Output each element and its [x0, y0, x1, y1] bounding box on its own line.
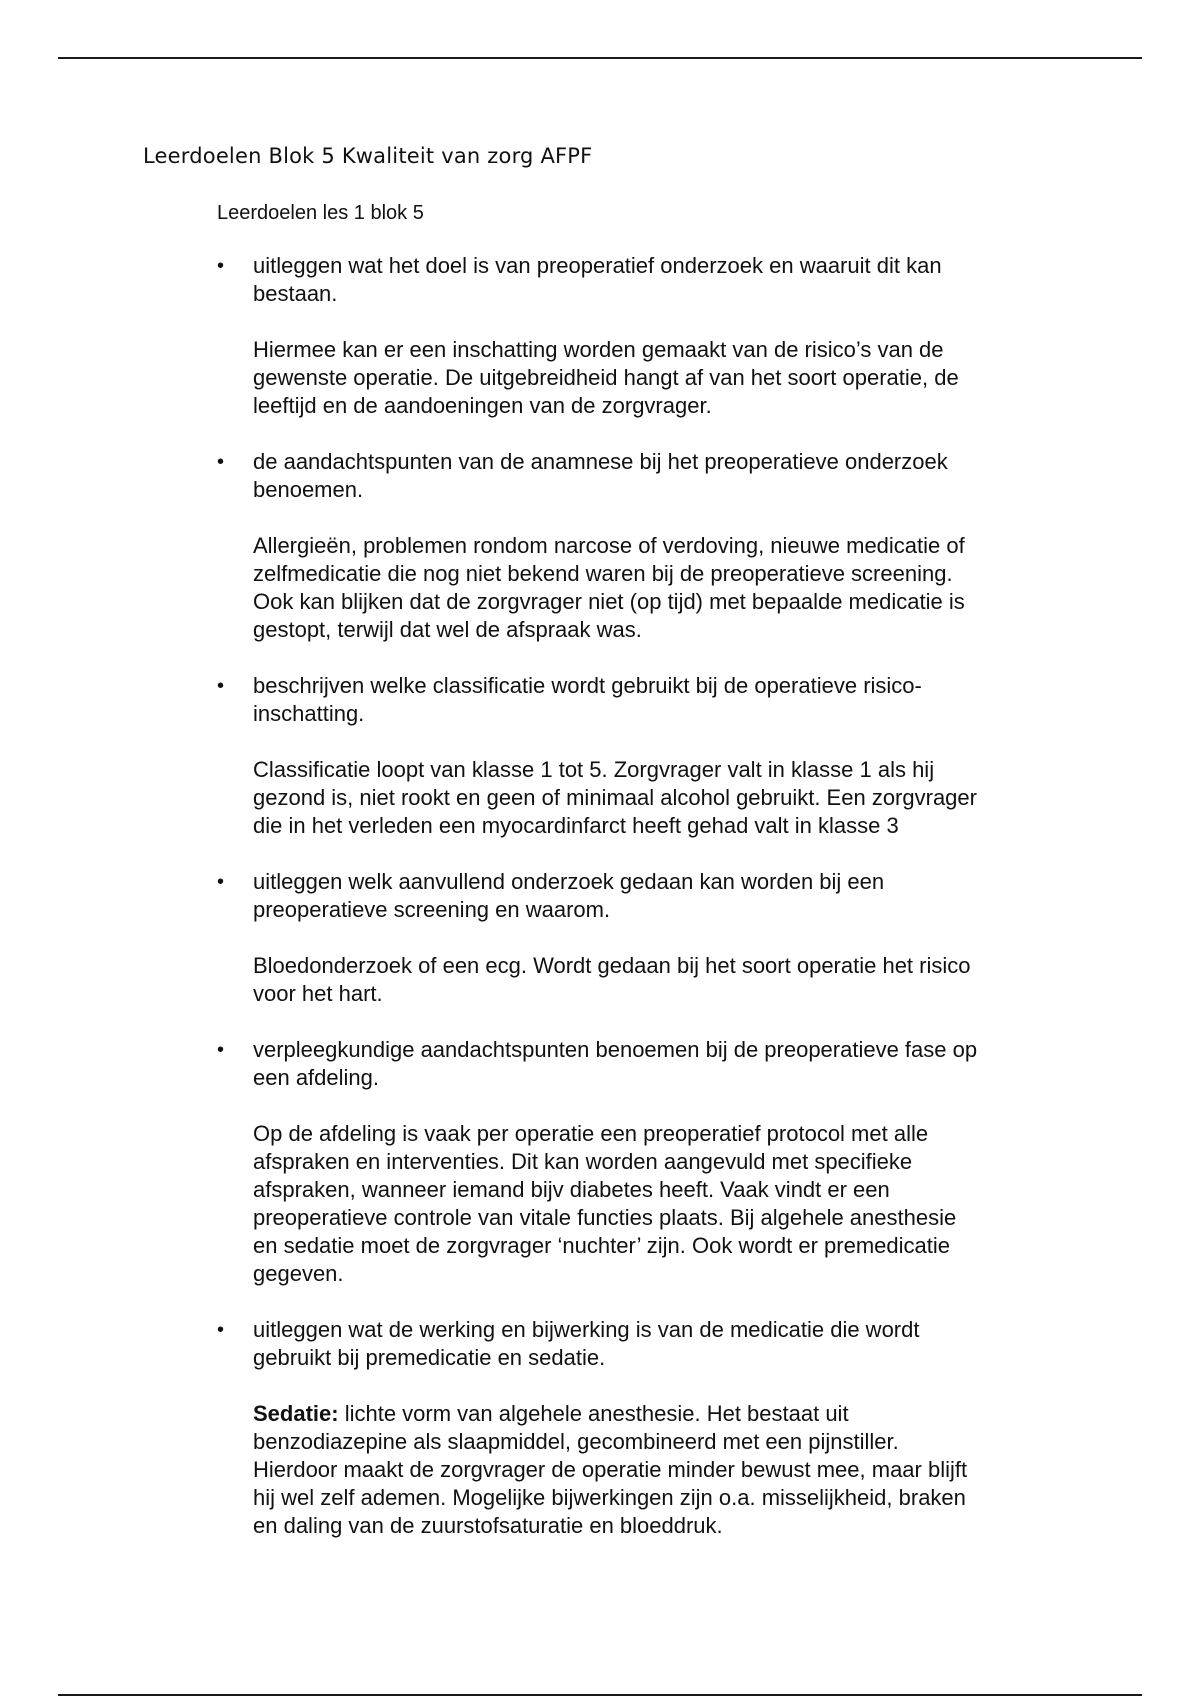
- objective-answer: [253, 1400, 1067, 1540]
- objective-text: verpleegkundige aandachtspunten benoemen bij de preoperatieve fase op een afdeling.: [253, 1037, 978, 1090]
- objective-text: beschrijven welke classificatie wordt gebruikt bij de operatieve risico- inschatting.: [253, 673, 922, 726]
- objective-answer: Allergieën, problemen rondom narcose of verdoving, nieuwe medicatie of zelfmedicatie die nog niet bekend waren bij de preoperatieve screening. Ook kan blijken dat de zorgvrager niet (op tijd) met bepaalde medicatie is gestopt, terwijl dat wel de afspraak was.: [253, 533, 965, 642]
- objective-text: uitleggen wat het doel is van preoperatief onderzoek en waaruit dit kan bestaan.: [253, 253, 942, 306]
- learning-objectives-list: [217, 252, 1067, 1568]
- bullet-icon: •: [217, 675, 225, 697]
- document-title: Leerdoelen Blok 5 Kwaliteit van zorg AFPF: [143, 144, 593, 168]
- answer-term: Sedatie:: [253, 1401, 339, 1426]
- bullet-icon: •: [217, 871, 225, 893]
- objective-answer: Classificatie loopt van klasse 1 tot 5. Zorgvrager valt in klasse 1 als hij gezond is, niet rookt en geen of minimaal alcohol gebruikt. Een zorgvrager die in het verleden een myocardinfarct heeft gehad valt in klasse 3: [253, 757, 977, 838]
- list-item: [217, 252, 1067, 420]
- top-rule: [58, 57, 1142, 59]
- objective-answer: Bloedonderzoek of een ecg. Wordt gedaan bij het soort operatie het risico voor het hart.: [253, 953, 971, 1006]
- objective-answer: Op de afdeling is vaak per operatie een preoperatief protocol met alle afspraken en interventies. Dit kan worden aangevuld met specifieke afspraken, wanneer iemand bijv diabetes heeft. Vaak vindt er een preoperatieve controle van vitale functies plaats. Bij algehele anesthesie en sedatie moet de zorgvrager ‘nuchter’ zijn. Ook wordt er premedicatie gegeven.: [253, 1121, 957, 1286]
- list-item: [217, 672, 1067, 840]
- bullet-icon: •: [217, 255, 225, 277]
- objective-text: de aandachtspunten van de anamnese bij het preoperatieve onderzoek benoemen.: [253, 449, 948, 502]
- objective-answer: Hiermee kan er een inschatting worden gemaakt van de risico’s van de gewenste operatie. De uitgebreidheid hangt af van het soort operatie, de leeftijd en de aandoeningen van de zorgvrager.: [253, 337, 959, 418]
- bottom-rule: [58, 1694, 1142, 1696]
- bullet-icon: •: [217, 1319, 225, 1341]
- list-item: [217, 448, 1067, 644]
- section-heading: Leerdoelen les 1 blok 5: [217, 202, 424, 224]
- bullet-icon: •: [217, 1039, 225, 1061]
- list-item: [217, 868, 1067, 1008]
- objective-text: uitleggen wat de werking en bijwerking is van de medicatie die wordt gebruikt bij premedicatie en sedatie.: [253, 1317, 920, 1370]
- list-item: [217, 1036, 1067, 1288]
- list-item: [217, 1316, 1067, 1540]
- objective-text: uitleggen welk aanvullend onderzoek gedaan kan worden bij een preoperatieve screening en waarom.: [253, 869, 885, 922]
- answer-body: lichte vorm van algehele anesthesie. Het bestaat uit benzodiazepine als slaapmiddel, gecombineerd met een pijnstiller. Hierdoor maakt de zorgvrager de operatie minder bewust mee, maar blijft hij wel zelf ademen. Mogelijke bijwerkingen zijn o.a. misselijkheid, braken en daling van de zuurstofsaturatie en bloeddruk.: [253, 1401, 968, 1538]
- bullet-icon: •: [217, 451, 225, 473]
